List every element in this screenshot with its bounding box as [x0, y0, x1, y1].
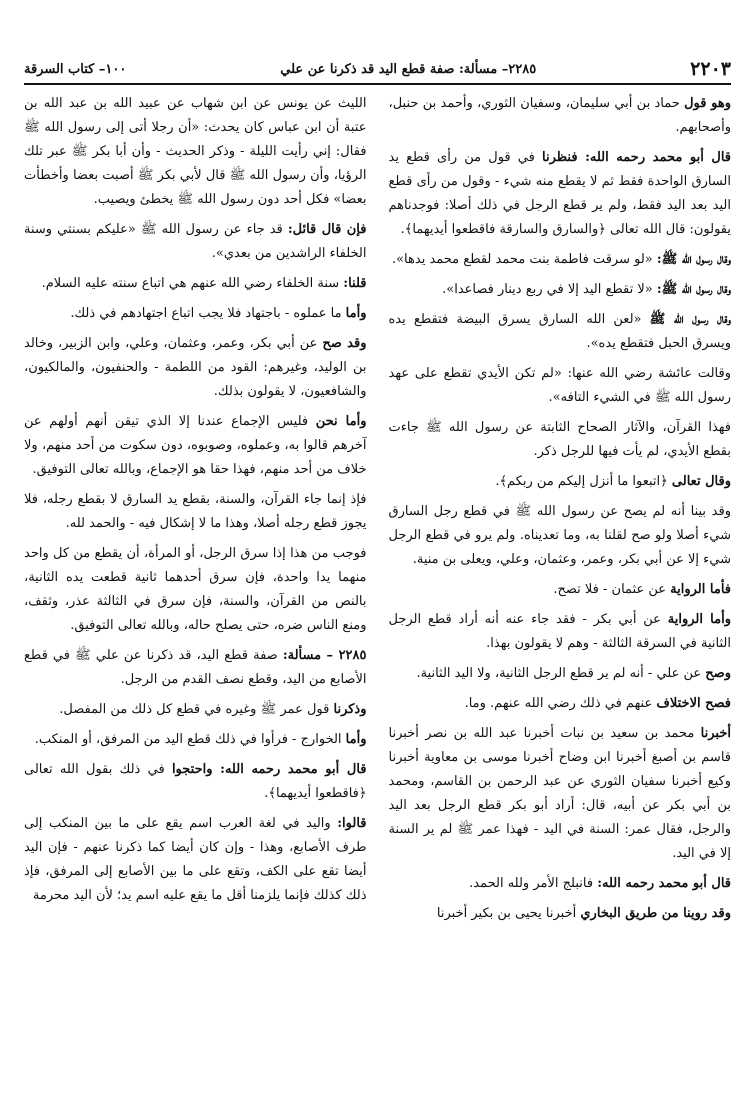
paragraph-lead: وقد روينا من طريق البخاري: [580, 906, 731, 921]
text-columns: [24, 92, 731, 1090]
paragraph: [389, 92, 732, 140]
paragraph: [389, 500, 732, 572]
paragraph-lead: فإن قال قائل:: [287, 222, 367, 237]
paragraph: [24, 728, 367, 752]
right-column: [389, 92, 732, 1090]
book-title: ١٠٠– كتاب السرقة: [24, 61, 127, 77]
paragraph: [389, 146, 732, 242]
paragraph-text: أخبرنا يحيى بن بكير أخبرنا: [436, 906, 581, 921]
paragraph-lead: فصح الاختلاف: [656, 696, 731, 711]
paragraph-text: قد جاء عن رسول الله ﷺ «عليكم بسنتي وسنة الخلفاء الراشدين من بعدي».: [24, 222, 367, 261]
paragraph-text: الخوارج - فرأوا في ذلك قطع اليد من المرفق، أو المنكب.: [34, 732, 346, 747]
paragraph: [24, 812, 367, 908]
paragraph-lead: وصح: [705, 666, 731, 681]
paragraph: [389, 872, 732, 896]
paragraph-lead: قال أبو محمد رحمه الله: واحتجوا: [171, 762, 367, 777]
paragraph: [24, 488, 367, 536]
paragraph-text: فانبلج الأمر ولله الحمد.: [469, 876, 598, 891]
paragraph: [389, 608, 732, 656]
paragraph-lead: وهو قول: [684, 96, 731, 111]
paragraph: [389, 278, 732, 302]
paragraph-text: فهذا القرآن، والآثار الصحاح الثابتة عن رسول الله ﷺ جاءت بقطع الأيدي، لم يأت فيها للرجل ذكر.: [388, 420, 731, 459]
paragraph: [389, 692, 732, 716]
paragraph-lead: قلنا:: [343, 276, 367, 291]
page-header: [24, 55, 731, 85]
paragraph: [389, 578, 732, 602]
paragraph-text: عن عثمان - فلا تصح.: [553, 582, 671, 597]
paragraph-lead: وقال تعالى: [671, 474, 731, 489]
paragraph-lead: قالوا:: [337, 816, 367, 831]
paragraph-text: عن أبي بكر، وعمر، وعثمان، وعلي، وابن الزبير، وخالد بن الوليد، وغيرهم: القود من اللطمة - والحنفيون، والمالكيون، والشافعيون، لا يقولون بذلك.: [24, 336, 367, 399]
paragraph-text: في ذلك بقول الله تعالى ﴿فاقطعوا أيديهما﴾.: [24, 762, 367, 801]
paragraph-lead: وقد صح: [322, 336, 367, 351]
paragraph-lead: أخبرنا: [700, 726, 731, 741]
page-number: ٢٢٠٣: [690, 58, 731, 80]
paragraph: [24, 272, 367, 296]
paragraph-text: «لا تقطع اليد إلا في ربع دينار فصاعدا».: [442, 282, 657, 297]
paragraph: [389, 248, 732, 272]
paragraph-lead: وأما: [345, 732, 367, 747]
paragraph: [24, 332, 367, 404]
paragraph-text: سنة الخلفاء رضي الله عنهم هي اتباع سنته عليه السلام.: [41, 276, 344, 291]
paragraph-text: عنهم في ذلك رضي الله عنهم. وما.: [464, 696, 657, 711]
paragraph: [24, 758, 367, 806]
paragraph: [24, 410, 367, 482]
paragraph-text: حماد بن أبي سليمان، وسفيان الثوري، وأحمد بن حنبل، وأصحابهم.: [388, 96, 731, 135]
paragraph-lead: وقال رسول الله ﷺ:: [656, 282, 731, 297]
paragraph-text: قول عمر ﷺ وغيره في قطع كل ذلك من المفصل.: [59, 702, 334, 717]
paragraph: [24, 698, 367, 722]
paragraph-text: فليس الإجماع عندنا إلا الذي تيقن أنهم أولهم عن آخرهم قالوا به، وعملوه، وصوبوه، دون سكوت من أحد منهم، ولا خلاف من أحد منهم، فهذا حقا هو الإجماع، وبالله تعالى التوفيق.: [24, 414, 367, 477]
paragraph-lead: وقال رسول الله ﷺ:: [656, 252, 731, 267]
paragraph-text: وقالت عائشة رضي الله عنها: «لم تكن الأيدي تقطع على عهد رسول الله ﷺ في الشيء التافه».: [388, 366, 731, 405]
paragraph-text: عن أبي بكر - فقد جاء عنه أنه أراد قطع الرجل الثانية في السرقة الثالثة - وهم لا يقولون بهذا.: [388, 612, 731, 651]
paragraph-lead: وأما: [345, 306, 367, 321]
paragraph-lead: قال أبو محمد رحمه الله:: [597, 876, 731, 891]
paragraph-lead: وذكرنا: [333, 702, 367, 717]
paragraph: [389, 362, 732, 410]
paragraph-text: «لو سرقت فاطمة بنت محمد لقطع محمد يدها».: [391, 252, 657, 267]
paragraph-text: محمد بن سعيد بن نبات أخبرنا عبد الله بن نصر أخبرنا قاسم بن أصبغ أخبرنا ابن وضاح أخبرنا موسى بن معاوية أخبرنا وكيع أخبرنا سفيان الثوري عن عبد الرحمن بن القاسم، ومحمد بن أبي بكر عن أبيه، قال: أراد أبو بكر قطع الرجل بعد اليد والرجل، فقال عمر: السنة في اليد - فهذا عمر ﷺ لم ير السنة إلا في اليد.: [388, 726, 731, 861]
paragraph-text: صفة قطع اليد، قد ذكرنا عن علي ﷺ في قطع الأصابع من اليد، وقطع نصف القدم من الرجل.: [24, 648, 367, 687]
running-title: ٢٢٨٥– مسألة: صفة قطع اليد قد ذكرنا عن علي: [280, 61, 537, 77]
paragraph: [24, 542, 367, 638]
paragraph: [389, 722, 732, 866]
paragraph-text: في قول من رأى قطع يد السارق الواحدة فقط ثم لا يقطع منه شيء - وقول من رأى قطع اليد بعد اليد فقط، ولم ير قطع الرجل في ذلك أصلا: فوجدناهم يقولون: قال الله تعالى ﴿والسارق والسارقة فاقطعوا أيديهما﴾.: [388, 150, 731, 237]
paragraph: [24, 302, 367, 326]
paragraph-text: ما عملوه - باجتهاد فلا يجب اتباع اجتهادهم في ذلك.: [70, 306, 346, 321]
paragraph-lead: فأما الرواية: [670, 582, 731, 597]
left-column: [24, 92, 367, 1090]
paragraph: [389, 470, 732, 494]
paragraph-text: وقد بينا أنه لم يصح عن رسول الله ﷺ في قطع رجل السارق شيء أصلا ولو صح لقلنا به، وما تعديناه. ولم يرو في قطع الرجل شيء إلا عن أبي بكر، وعمر، وعثمان، وعلي، ويعلى بن منية.: [388, 504, 731, 567]
paragraph: [389, 662, 732, 686]
paragraph-text: واليد في لغة العرب اسم يقع على ما بين المنكب إلى طرف الأصابع، وهذا - وإن كان أيضا كما ذكرنا عنهم - فإن اليد أيضا تقع على الكف، وتقع على ما بين الأصابع إلى المرفق، فإذ ذلك كذلك فإنما يلزمنا أقل ما يقع عليه اسم يد؛ لأن اليد محرمة: [24, 816, 367, 903]
paragraph-lead: وقال رسول الله ﷺ: [649, 312, 731, 327]
paragraph: [24, 218, 367, 266]
paragraph: [24, 644, 367, 692]
paragraph-lead: ٢٢٨٥ – مسألة:: [282, 648, 367, 663]
paragraph-text: فإذ إنما جاء القرآن، والسنة، بقطع يد السارق لا بقطع رجله، فلا يجوز قطع رجله أصلا، وهذا ما لا إشكال فيه - والحمد لله.: [24, 492, 367, 531]
paragraph-lead: وأما نحن: [315, 414, 367, 429]
paragraph-text: ﴿اتبعوا ما أنزل إليكم من ربكم﴾.: [495, 474, 672, 489]
paragraph: [389, 308, 732, 356]
paragraph-text: عن علي - أنه لم ير قطع الرجل الثانية، ولا اليد الثانية.: [416, 666, 706, 681]
paragraph: [389, 902, 732, 926]
paragraph-text: الليث عن يونس عن ابن شهاب عن عبيد الله بن عبد الله بن عتبة أن ابن عباس كان يحدث: «أن رجلا أتى إلى رسول الله ﷺ فقال: إني رأيت الليلة - وذكر الحديث - وأن أبا بكر ﷺ عبر تلك الرؤيا، وأن رسول الله ﷺ قال لأبي بكر ﷺ أصبت بعضا وأخطأت بعضا» فكل أحد دون رسول الله ﷺ يخطئ ويصيب.: [24, 96, 367, 207]
paragraph-lead: وأما الرواية: [667, 612, 731, 627]
paragraph-text: فوجب من هذا إذا سرق الرجل، أو المرأة، أن يقطع من كل واحد منهما يدا واحدة، فإن سرق أحدهما ثانية قطعت يده الثانية، بالنص من القرآن، والسنة، فإن سرق في الثالثة عذر، وثقف، ومنع الناس ضره، حتى يصلح حاله، وبالله تعالى التوفيق.: [24, 546, 367, 633]
paragraph: [389, 416, 732, 464]
paragraph-text: «لعن الله السارق يسرق البيضة فتقطع يده ويسرق الحبل فتقطع يده».: [388, 312, 731, 351]
paragraph: [24, 92, 367, 212]
paragraph-lead: قال أبو محمد رحمه الله: فنظرنا: [542, 150, 732, 165]
